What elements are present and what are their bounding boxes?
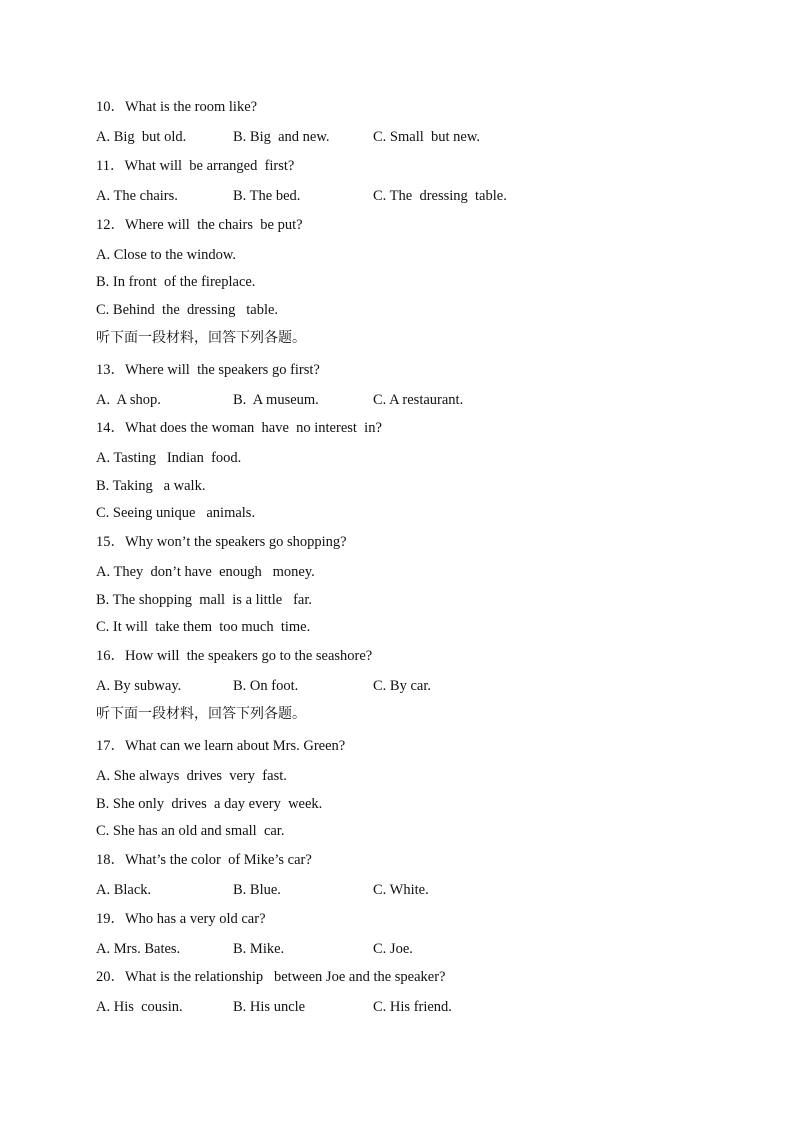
- question-15: 15．Why won’t the speakers go shopping?: [96, 534, 347, 550]
- option-c: C. Joe.: [373, 941, 413, 957]
- options-11: [96, 187, 696, 205]
- options-18: [96, 881, 696, 899]
- option-a: A. She always drives very fast.: [96, 768, 287, 784]
- question-19: 19．Who has a very old car?: [96, 911, 266, 927]
- option-b: B. Mike.: [233, 941, 285, 957]
- options-16: [96, 677, 696, 695]
- option-c: C. She has an old and small car.: [96, 823, 285, 839]
- option-c: C. White.: [373, 882, 429, 898]
- option-a: A. His cousin.: [96, 999, 183, 1015]
- option-b: B. His uncle: [233, 999, 306, 1015]
- option-c: C. A restaurant.: [373, 392, 464, 408]
- option-b: B. Big and new.: [233, 129, 330, 145]
- option-b: B. A museum.: [233, 392, 319, 408]
- option-a: A. Black.: [96, 882, 152, 898]
- question-13: 13．Where will the speakers go first?: [96, 362, 320, 378]
- question-14: 14．What does the woman have no interest in?: [96, 420, 382, 436]
- option-a: A. They don’t have enough money.: [96, 564, 315, 580]
- option-a: A. Mrs. Bates.: [96, 941, 181, 957]
- question-20: 20．What is the relationship between Joe and the speaker?: [96, 969, 446, 985]
- option-c: C. His friend.: [373, 999, 452, 1015]
- question-12: 12．Where will the chairs be put?: [96, 217, 303, 233]
- option-a: A. Close to the window.: [96, 247, 237, 263]
- option-a: A. By subway.: [96, 678, 182, 694]
- option-b: B. The bed.: [233, 188, 301, 204]
- options-10: [96, 128, 696, 146]
- option-b: B. Blue.: [233, 882, 281, 898]
- option-b: B. Taking a walk.: [96, 478, 206, 494]
- option-b: B. She only drives a day every week.: [96, 796, 323, 812]
- question-17: 17．What can we learn about Mrs. Green?: [96, 738, 346, 754]
- option-c: C. Seeing unique animals.: [96, 505, 256, 521]
- section-instruction: 听下面一段材料，回答下列各题。: [96, 330, 306, 346]
- option-a: A. A shop.: [96, 392, 161, 408]
- question-10: 10．What is the room like?: [96, 99, 258, 115]
- option-b: B. On foot.: [233, 678, 299, 694]
- option-c: C. Behind the dressing table.: [96, 302, 279, 318]
- options-20: [96, 998, 696, 1016]
- option-b: B. In front of the fireplace.: [96, 274, 256, 290]
- option-a: A. The chairs.: [96, 188, 178, 204]
- option-a: A. Tasting Indian food.: [96, 450, 242, 466]
- options-19: [96, 940, 696, 958]
- option-c: C. It will take them too much time.: [96, 619, 311, 635]
- option-c: C. Small but new.: [373, 129, 481, 145]
- question-11: 11．What will be arranged first?: [96, 158, 295, 174]
- option-c: C. By car.: [373, 678, 431, 694]
- options-13: [96, 391, 696, 409]
- option-a: A. Big but old.: [96, 129, 187, 145]
- question-18: 18．What’s the color of Mike’s car?: [96, 852, 312, 868]
- option-c: C. The dressing table.: [373, 188, 507, 204]
- section-instruction: 听下面一段材料，回答下列各题。: [96, 706, 306, 722]
- question-16: 16．How will the speakers go to the seashore?: [96, 648, 373, 664]
- option-b: B. The shopping mall is a little far.: [96, 592, 312, 608]
